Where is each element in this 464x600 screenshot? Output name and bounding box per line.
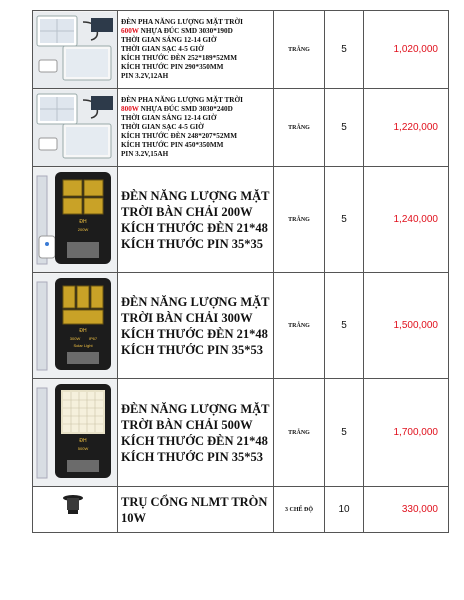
price-cell: 1,700,000: [364, 379, 449, 487]
wattage: 600W: [121, 27, 139, 35]
lamp-label: Solar Light: [73, 342, 93, 348]
table-row: [33, 273, 449, 379]
quantity-cell: 5: [325, 11, 364, 89]
product-description: ĐÈN NĂNG LƯỢNG MẶT TRỜI BÀN CHẢI 200W KÍCH THƯỚC ĐÈN 21*48 KÍCH THƯỚC PIN 35*35: [118, 167, 274, 273]
street-light-300w-image: [33, 274, 117, 378]
wattage: 800W: [121, 105, 139, 113]
price-cell: 1,220,000: [364, 89, 449, 167]
product-description: ĐÈN PHA NĂNG LƯỢNG MẶT TRỜI 800W NHỰA ĐÚC SMD 3030*240D THỜI GIAN SÁNG 12-14 GIỜ THỜI GIAN SẠC 4-5 GIỜ KÍCH THƯỚC ĐÈN 248*207*52MM KÍCH THƯỚC PIN 450*350MM PIN 3.2V,15AH: [118, 89, 274, 167]
street-light-500w-image: [33, 380, 117, 486]
brand-logo: ĐH: [79, 327, 87, 334]
quantity-cell: 5: [325, 273, 364, 379]
product-image-cell: [33, 379, 118, 487]
quantity-cell: 5: [325, 167, 364, 273]
product-description: ĐÈN NĂNG LƯỢNG MẶT TRỜI BÀN CHẢI 500W KÍCH THƯỚC ĐÈN 21*48 KÍCH THƯỚC PIN 35*53: [118, 379, 274, 487]
gate-pillar-light-image: [33, 488, 117, 532]
lamp-label: 300W: [69, 335, 81, 341]
brand-logo: ĐH: [79, 218, 87, 225]
quantity-cell: 5: [325, 89, 364, 167]
brand-logo: ĐH: [79, 437, 87, 444]
table-row: [33, 11, 449, 89]
color-cell: TRẮNG: [274, 273, 325, 379]
product-image-cell: [33, 273, 118, 379]
price-cell: 1,240,000: [364, 167, 449, 273]
quantity-cell: 10: [325, 487, 364, 533]
price-table: [32, 10, 449, 533]
table-row: [33, 89, 449, 167]
color-cell: TRẮNG: [274, 89, 325, 167]
table-row: [33, 487, 449, 533]
color-cell: TRẮNG: [274, 11, 325, 89]
floodlight-600w-image: [33, 12, 117, 88]
lamp-label: IP67: [88, 335, 98, 341]
street-light-200w-image: [33, 168, 117, 272]
lamp-label: 500W: [77, 445, 89, 451]
color-cell: TRẮNG: [274, 379, 325, 487]
product-image-cell: [33, 11, 118, 89]
product-image-cell: [33, 487, 118, 533]
color-cell: TRẮNG: [274, 167, 325, 273]
color-cell: 3 CHẾ ĐỘ: [274, 487, 325, 533]
product-description: ĐÈN NĂNG LƯỢNG MẶT TRỜI BÀN CHẢI 300W KÍCH THƯỚC ĐÈN 21*48 KÍCH THƯỚC PIN 35*53: [118, 273, 274, 379]
table-row: [33, 167, 449, 273]
product-image-cell: [33, 167, 118, 273]
product-image-cell: [33, 89, 118, 167]
price-cell: 1,020,000: [364, 11, 449, 89]
price-cell: 1,500,000: [364, 273, 449, 379]
product-description: ĐÈN PHA NĂNG LƯỢNG MẶT TRỜI 600W NHỰA ĐÚC SMD 3030*190D THỜI GIAN SÁNG 12-14 GIỜ THỜI GIAN SẠC 4-5 GIỜ KÍCH THƯỚC ĐÈN 252*189*52MM KÍCH THƯỚC PIN 290*350MM PIN 3.2V,12AH: [118, 11, 274, 89]
product-description: TRỤ CỔNG NLMT TRÒN 10W: [118, 487, 274, 533]
table-row: [33, 379, 449, 487]
lamp-label: 200W: [77, 226, 89, 232]
price-cell: 330,000: [364, 487, 449, 533]
floodlight-800w-image: [33, 90, 117, 166]
quantity-cell: 5: [325, 379, 364, 487]
